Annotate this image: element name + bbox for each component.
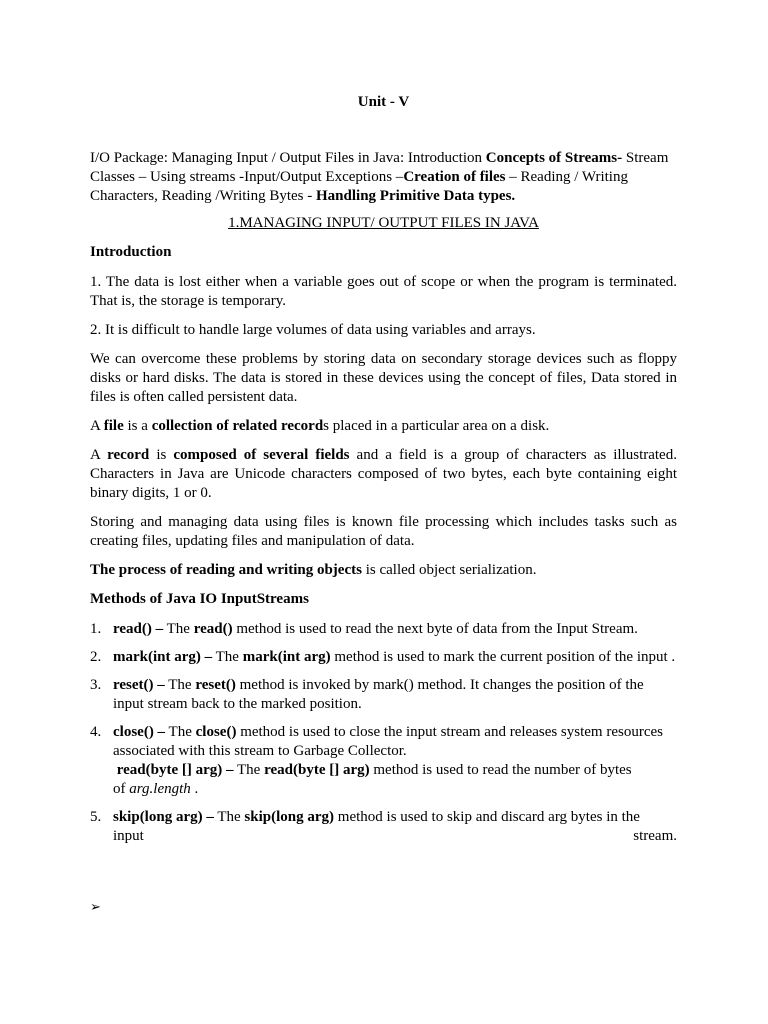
method-text: The: [164, 677, 196, 693]
paragraph-serialization: [90, 561, 677, 580]
last-line-left: input: [113, 828, 144, 844]
method-text: The: [163, 621, 194, 637]
method-name-inline: reset(): [195, 677, 236, 693]
method-description: method is invoked by mark() method. It changes the position of the input stream back to the marked position.: [113, 677, 644, 712]
section-heading: 1.MANAGING INPUT/ OUTPUT FILES IN JAVA: [228, 215, 539, 231]
list-number: 1.: [90, 621, 102, 637]
paragraph-1: 1. The data is lost either when a variable goes out of scope or when the program is terminated. That is, the storage is temporary.: [90, 274, 677, 309]
method-name-inline: read(): [193, 621, 233, 637]
p7-text-1: is called object serialization.: [361, 562, 537, 578]
intro-bold-1: Concepts of Streams-: [485, 150, 623, 166]
method-text: The: [213, 809, 245, 825]
p5-text-1: A: [90, 447, 108, 463]
p5-bold-1: record: [107, 447, 150, 463]
method-name: reset() –: [113, 677, 165, 693]
p4-text-2: is a: [123, 418, 152, 434]
sub-method-description: method is used to read the number of bytes: [369, 762, 632, 778]
document-body: [90, 93, 677, 855]
last-line-right: stream.: [633, 828, 677, 844]
list-number: 4.: [90, 724, 102, 740]
intro-text-1: I/O Package: Managing Input / Output Files in Java: Introduction: [90, 150, 486, 166]
sub-method-line: [113, 761, 677, 780]
sub-method-line-2: [113, 780, 677, 799]
method-description: method is used to read the next byte of data from the Input Stream.: [232, 621, 638, 637]
page-title: Unit - V: [357, 94, 410, 110]
arrow-bullet-icon: ➢: [90, 900, 101, 915]
intro-text-2: Stream Classes – Using streams -Input/Output Exceptions –: [90, 150, 669, 185]
method-last-line: [113, 827, 677, 846]
p4-text-1: A: [90, 418, 104, 434]
sub-method-pre: of: [113, 781, 130, 797]
list-item: [90, 620, 677, 639]
list-number: 5.: [90, 809, 102, 825]
method-name-inline: close(): [195, 724, 237, 740]
methods-list: [90, 620, 677, 846]
list-item: [90, 808, 677, 846]
methods-heading: Methods of Java IO InputStreams: [90, 591, 309, 607]
list-item: [90, 648, 677, 667]
sub-method-post: .: [190, 781, 199, 797]
p4-bold-2: collection of related record: [151, 418, 324, 434]
method-description: method is used to mark the current position of the input .: [330, 649, 676, 665]
list-number: 2.: [90, 649, 102, 665]
paragraph-record-definition: [90, 446, 677, 503]
list-item: [90, 676, 677, 714]
sub-method-italic: arg.length: [129, 781, 191, 797]
paragraph-file-processing: Storing and managing data using files is known file processing which includes tasks such as creating files, updating files and manipulation of data.: [90, 514, 677, 549]
p5-text-2: is: [149, 447, 174, 463]
method-name: close() –: [113, 724, 166, 740]
sub-method-text: The: [233, 762, 265, 778]
intro-bold-2: Creation of files: [403, 169, 506, 185]
method-text: The: [212, 649, 243, 665]
method-description: method is used to close the input stream and releases system resources associated with this stream to Garbage Collector.: [113, 724, 663, 759]
method-text: The: [165, 724, 196, 740]
paragraph-2: 2. It is difficult to handle large volumes of data using variables and arrays.: [90, 322, 536, 338]
sub-method-name: read(byte [] arg) –: [116, 762, 234, 778]
method-name: skip(long arg) –: [113, 809, 214, 825]
sub-method-name-inline: read(byte [] arg): [264, 762, 370, 778]
method-name: read() –: [113, 621, 164, 637]
method-description: method is used to skip and discard arg bytes in the: [334, 809, 640, 825]
p4-text-3: s placed in a particular area on a disk.: [323, 418, 550, 434]
list-item: [90, 723, 677, 799]
list-number: 3.: [90, 677, 102, 693]
p4-bold-1: file: [103, 418, 124, 434]
p7-bold-1: The process of reading and writing objects: [90, 562, 362, 578]
intro-bold-3: Handling Primitive Data types.: [316, 188, 516, 204]
method-name-inline: mark(int arg): [242, 649, 331, 665]
introduction-heading: Introduction: [90, 244, 172, 260]
method-name: mark(int arg) –: [113, 649, 213, 665]
intro-text-3: – Reading / Writing Characters, Reading /Writing Bytes -: [90, 169, 628, 204]
p5-bold-2: composed of several fields: [173, 447, 350, 463]
paragraph-file-definition: [90, 417, 677, 436]
p5-text-3: and a field is a group of characters as illustrated. Characters in Java are Unicode characters composed of two bytes, each byte containing eight binary digits, 1 or 0.: [90, 447, 677, 501]
intro-paragraph: [90, 149, 677, 206]
paragraph-3: We can overcome these problems by storing data on secondary storage devices such as floppy disks or hard disks. The data is stored in these devices using the concept of files, Data stored in files is often called persistent data.: [90, 351, 677, 405]
method-name-inline: skip(long arg): [244, 809, 335, 825]
